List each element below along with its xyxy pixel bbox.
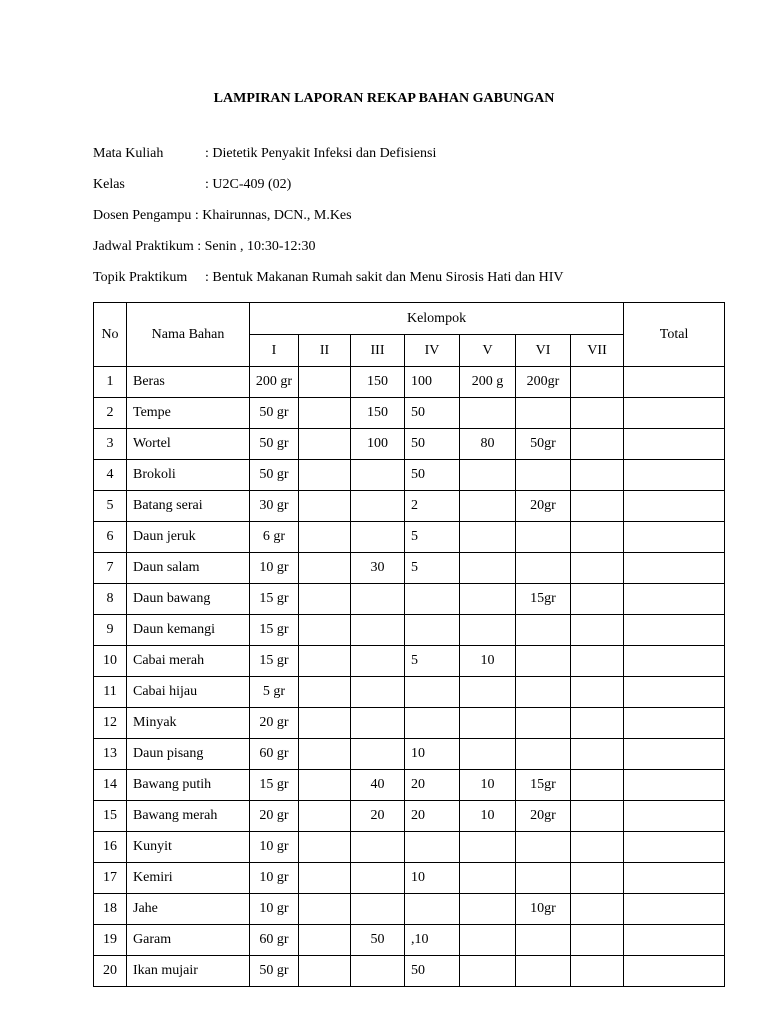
cell-group-vii: [571, 832, 624, 863]
table-row: [94, 429, 725, 460]
header-kelompok: Kelompok: [250, 303, 624, 335]
cell-group-i: 50 gr: [250, 429, 299, 460]
cell-group-v: 80: [460, 429, 516, 460]
cell-total: [624, 956, 725, 987]
cell-group-i: 15 gr: [250, 584, 299, 615]
cell-group-iii: [351, 615, 405, 646]
cell-group-v: [460, 894, 516, 925]
cell-group-ii: [299, 646, 351, 677]
table-row: [94, 739, 725, 770]
cell-group-i: 50 gr: [250, 956, 299, 987]
cell-group-v: [460, 615, 516, 646]
cell-group-i: 200 gr: [250, 367, 299, 398]
meta-value: : U2C-409 (02): [205, 177, 292, 192]
cell-group-i: 15 gr: [250, 770, 299, 801]
cell-group-i: 30 gr: [250, 491, 299, 522]
document-title: LAMPIRAN LAPORAN REKAP BAHAN GABUNGAN: [213, 91, 555, 106]
cell-group-ii: [299, 460, 351, 491]
cell-no: 18: [94, 894, 127, 925]
cell-group-vii: [571, 398, 624, 429]
cell-group-iii: [351, 708, 405, 739]
cell-group-iv: [405, 584, 460, 615]
cell-no: 5: [94, 491, 127, 522]
cell-no: 16: [94, 832, 127, 863]
meta-mata-kuliah: [93, 146, 436, 162]
cell-no: 19: [94, 925, 127, 956]
cell-group-iv: [405, 615, 460, 646]
cell-group-iv: 2: [405, 491, 460, 522]
cell-nama-bahan: Wortel: [127, 429, 250, 460]
cell-group-i: 6 gr: [250, 522, 299, 553]
table-row: [94, 832, 725, 863]
cell-group-ii: [299, 553, 351, 584]
cell-no: 3: [94, 429, 127, 460]
cell-nama-bahan: Bawang merah: [127, 801, 250, 832]
table-row: [94, 584, 725, 615]
cell-group-vi: [516, 553, 571, 584]
cell-no: 10: [94, 646, 127, 677]
meta-label: Mata Kuliah: [93, 146, 164, 161]
cell-group-iv: 5: [405, 553, 460, 584]
cell-group-ii: [299, 677, 351, 708]
header-group-vi: VI: [516, 335, 571, 367]
cell-group-v: [460, 832, 516, 863]
cell-group-iv: 100: [405, 367, 460, 398]
cell-group-vii: [571, 460, 624, 491]
cell-group-vii: [571, 770, 624, 801]
header-no: No: [94, 303, 127, 367]
cell-group-vii: [571, 491, 624, 522]
cell-total: [624, 646, 725, 677]
cell-no: 14: [94, 770, 127, 801]
cell-group-i: 50 gr: [250, 398, 299, 429]
cell-group-vi: [516, 832, 571, 863]
cell-no: 7: [94, 553, 127, 584]
header-group-i: I: [250, 335, 299, 367]
cell-group-v: [460, 553, 516, 584]
cell-group-vi: [516, 646, 571, 677]
cell-group-iii: [351, 739, 405, 770]
cell-group-iv: 50: [405, 460, 460, 491]
cell-group-vii: [571, 863, 624, 894]
table-row: [94, 677, 725, 708]
cell-nama-bahan: Bawang putih: [127, 770, 250, 801]
meta-jadwal-praktikum: [93, 239, 315, 255]
cell-group-ii: [299, 398, 351, 429]
meta-value: : Senin , 10:30-12:30: [197, 239, 316, 254]
cell-total: [624, 460, 725, 491]
cell-group-vi: [516, 863, 571, 894]
cell-nama-bahan: Ikan mujair: [127, 956, 250, 987]
header-group-ii: II: [299, 335, 351, 367]
cell-group-iii: 50: [351, 925, 405, 956]
cell-group-ii: [299, 925, 351, 956]
cell-group-i: 10 gr: [250, 553, 299, 584]
cell-total: [624, 708, 725, 739]
cell-total: [624, 832, 725, 863]
cell-group-iii: [351, 956, 405, 987]
cell-group-vii: [571, 646, 624, 677]
header-group-vii: VII: [571, 335, 624, 367]
cell-group-vii: [571, 367, 624, 398]
cell-no: 20: [94, 956, 127, 987]
cell-total: [624, 677, 725, 708]
cell-group-ii: [299, 584, 351, 615]
meta-dosen-pengampu: [93, 208, 352, 224]
cell-group-iii: [351, 863, 405, 894]
cell-group-iii: [351, 894, 405, 925]
ingredients-table: [93, 302, 725, 987]
cell-group-ii: [299, 956, 351, 987]
meta-value: : Dietetik Penyakit Infeksi dan Defisiensi: [205, 146, 437, 161]
cell-group-vi: [516, 925, 571, 956]
cell-group-v: [460, 460, 516, 491]
cell-group-i: 20 gr: [250, 801, 299, 832]
table-row: [94, 646, 725, 677]
cell-group-iv: 5: [405, 522, 460, 553]
cell-group-iii: 40: [351, 770, 405, 801]
cell-group-ii: [299, 770, 351, 801]
cell-group-vii: [571, 708, 624, 739]
cell-no: 6: [94, 522, 127, 553]
table-row: [94, 770, 725, 801]
table-row: [94, 801, 725, 832]
cell-nama-bahan: Tempe: [127, 398, 250, 429]
cell-group-i: 20 gr: [250, 708, 299, 739]
cell-group-vi: [516, 677, 571, 708]
cell-group-v: [460, 522, 516, 553]
cell-group-iii: [351, 460, 405, 491]
cell-group-iii: [351, 522, 405, 553]
cell-group-v: [460, 491, 516, 522]
cell-total: [624, 584, 725, 615]
cell-nama-bahan: Daun salam: [127, 553, 250, 584]
cell-nama-bahan: Kemiri: [127, 863, 250, 894]
cell-group-vii: [571, 925, 624, 956]
cell-total: [624, 398, 725, 429]
meta-value: : Khairunnas, DCN., M.Kes: [194, 208, 352, 223]
table-row: [94, 398, 725, 429]
cell-group-iii: 150: [351, 398, 405, 429]
cell-group-v: 10: [460, 801, 516, 832]
cell-nama-bahan: Jahe: [127, 894, 250, 925]
cell-group-v: [460, 925, 516, 956]
cell-group-vi: [516, 398, 571, 429]
cell-group-vii: [571, 553, 624, 584]
cell-group-iv: [405, 677, 460, 708]
cell-group-i: 50 gr: [250, 460, 299, 491]
cell-no: 8: [94, 584, 127, 615]
cell-group-i: 60 gr: [250, 739, 299, 770]
cell-group-ii: [299, 615, 351, 646]
meta-label: Jadwal Praktikum: [93, 239, 194, 254]
cell-nama-bahan: Cabai hijau: [127, 677, 250, 708]
cell-group-v: 10: [460, 770, 516, 801]
cell-group-vi: [516, 615, 571, 646]
cell-nama-bahan: Beras: [127, 367, 250, 398]
cell-group-v: [460, 863, 516, 894]
header-nama-bahan: Nama Bahan: [127, 303, 250, 367]
cell-group-i: 10 gr: [250, 863, 299, 894]
cell-no: 15: [94, 801, 127, 832]
cell-no: 11: [94, 677, 127, 708]
cell-group-vi: [516, 956, 571, 987]
cell-group-vii: [571, 522, 624, 553]
cell-total: [624, 770, 725, 801]
meta-topik-praktikum: [93, 270, 564, 286]
cell-group-vii: [571, 894, 624, 925]
cell-group-iv: 50: [405, 429, 460, 460]
cell-group-i: 10 gr: [250, 832, 299, 863]
cell-total: [624, 522, 725, 553]
cell-group-i: 15 gr: [250, 615, 299, 646]
cell-group-ii: [299, 801, 351, 832]
cell-group-i: 5 gr: [250, 677, 299, 708]
cell-group-iv: 10: [405, 739, 460, 770]
cell-group-vii: [571, 739, 624, 770]
cell-group-v: [460, 584, 516, 615]
cell-group-iii: [351, 646, 405, 677]
cell-group-iii: [351, 491, 405, 522]
header-group-iv: IV: [405, 335, 460, 367]
meta-value: : Bentuk Makanan Rumah sakit dan Menu Sirosis Hati dan HIV: [205, 270, 564, 285]
table-row: [94, 615, 725, 646]
cell-group-vi: 15gr: [516, 584, 571, 615]
cell-group-vi: [516, 739, 571, 770]
table-row: [94, 863, 725, 894]
cell-nama-bahan: Batang serai: [127, 491, 250, 522]
cell-total: [624, 925, 725, 956]
cell-nama-bahan: Daun jeruk: [127, 522, 250, 553]
cell-group-iii: 30: [351, 553, 405, 584]
cell-group-iv: 20: [405, 770, 460, 801]
cell-group-iv: [405, 832, 460, 863]
cell-total: [624, 367, 725, 398]
cell-group-iii: [351, 832, 405, 863]
cell-group-ii: [299, 367, 351, 398]
cell-group-iv: 10: [405, 863, 460, 894]
cell-group-vii: [571, 677, 624, 708]
cell-group-vi: 15gr: [516, 770, 571, 801]
cell-nama-bahan: Brokoli: [127, 460, 250, 491]
cell-no: 2: [94, 398, 127, 429]
cell-group-iv: 50: [405, 956, 460, 987]
table-body: [94, 367, 725, 987]
cell-nama-bahan: Kunyit: [127, 832, 250, 863]
table-row: [94, 894, 725, 925]
cell-nama-bahan: Garam: [127, 925, 250, 956]
cell-group-ii: [299, 894, 351, 925]
cell-group-vii: [571, 584, 624, 615]
table-row: [94, 553, 725, 584]
cell-group-i: 60 gr: [250, 925, 299, 956]
cell-group-iv: [405, 894, 460, 925]
meta-label: Dosen Pengampu: [93, 208, 192, 223]
cell-group-ii: [299, 863, 351, 894]
cell-group-vi: [516, 460, 571, 491]
cell-group-v: [460, 398, 516, 429]
header-total: Total: [624, 303, 725, 367]
table-row: [94, 925, 725, 956]
cell-group-v: [460, 956, 516, 987]
cell-group-iii: 150: [351, 367, 405, 398]
cell-group-iii: [351, 677, 405, 708]
cell-group-ii: [299, 832, 351, 863]
cell-group-vi: 20gr: [516, 491, 571, 522]
cell-group-i: 10 gr: [250, 894, 299, 925]
cell-group-v: [460, 677, 516, 708]
cell-group-vi: 20gr: [516, 801, 571, 832]
cell-group-iii: 20: [351, 801, 405, 832]
meta-label: Kelas: [93, 177, 125, 192]
cell-total: [624, 801, 725, 832]
cell-group-vii: [571, 429, 624, 460]
cell-total: [624, 615, 725, 646]
cell-no: 13: [94, 739, 127, 770]
cell-group-vii: [571, 956, 624, 987]
cell-nama-bahan: Minyak: [127, 708, 250, 739]
cell-group-v: [460, 708, 516, 739]
cell-total: [624, 491, 725, 522]
meta-label: Topik Praktikum: [93, 270, 188, 285]
cell-nama-bahan: Daun pisang: [127, 739, 250, 770]
table-row: [94, 491, 725, 522]
cell-group-iii: [351, 584, 405, 615]
cell-group-vii: [571, 615, 624, 646]
cell-group-vi: 10gr: [516, 894, 571, 925]
cell-no: 1: [94, 367, 127, 398]
table-row: [94, 460, 725, 491]
cell-group-iv: ,10: [405, 925, 460, 956]
cell-group-vi: 50gr: [516, 429, 571, 460]
cell-group-iv: [405, 708, 460, 739]
table-row: [94, 708, 725, 739]
cell-group-vii: [571, 801, 624, 832]
cell-group-iv: 5: [405, 646, 460, 677]
meta-kelas: [93, 177, 291, 193]
cell-total: [624, 863, 725, 894]
cell-nama-bahan: Cabai merah: [127, 646, 250, 677]
table-row: [94, 522, 725, 553]
cell-group-v: 10: [460, 646, 516, 677]
cell-group-vi: 200gr: [516, 367, 571, 398]
cell-group-ii: [299, 491, 351, 522]
cell-no: 9: [94, 615, 127, 646]
cell-total: [624, 553, 725, 584]
header-group-iii: III: [351, 335, 405, 367]
table-row: [94, 956, 725, 987]
cell-nama-bahan: Daun kemangi: [127, 615, 250, 646]
cell-no: 17: [94, 863, 127, 894]
cell-group-vi: [516, 708, 571, 739]
cell-group-ii: [299, 708, 351, 739]
cell-group-iv: 50: [405, 398, 460, 429]
cell-no: 4: [94, 460, 127, 491]
cell-nama-bahan: Daun bawang: [127, 584, 250, 615]
cell-group-iv: 20: [405, 801, 460, 832]
cell-group-iii: 100: [351, 429, 405, 460]
cell-group-v: 200 g: [460, 367, 516, 398]
cell-group-ii: [299, 522, 351, 553]
cell-group-i: 15 gr: [250, 646, 299, 677]
cell-total: [624, 739, 725, 770]
cell-group-vi: [516, 522, 571, 553]
cell-group-ii: [299, 429, 351, 460]
header-group-v: V: [460, 335, 516, 367]
cell-no: 12: [94, 708, 127, 739]
table-row: [94, 367, 725, 398]
cell-total: [624, 429, 725, 460]
cell-total: [624, 894, 725, 925]
cell-group-ii: [299, 739, 351, 770]
cell-group-v: [460, 739, 516, 770]
